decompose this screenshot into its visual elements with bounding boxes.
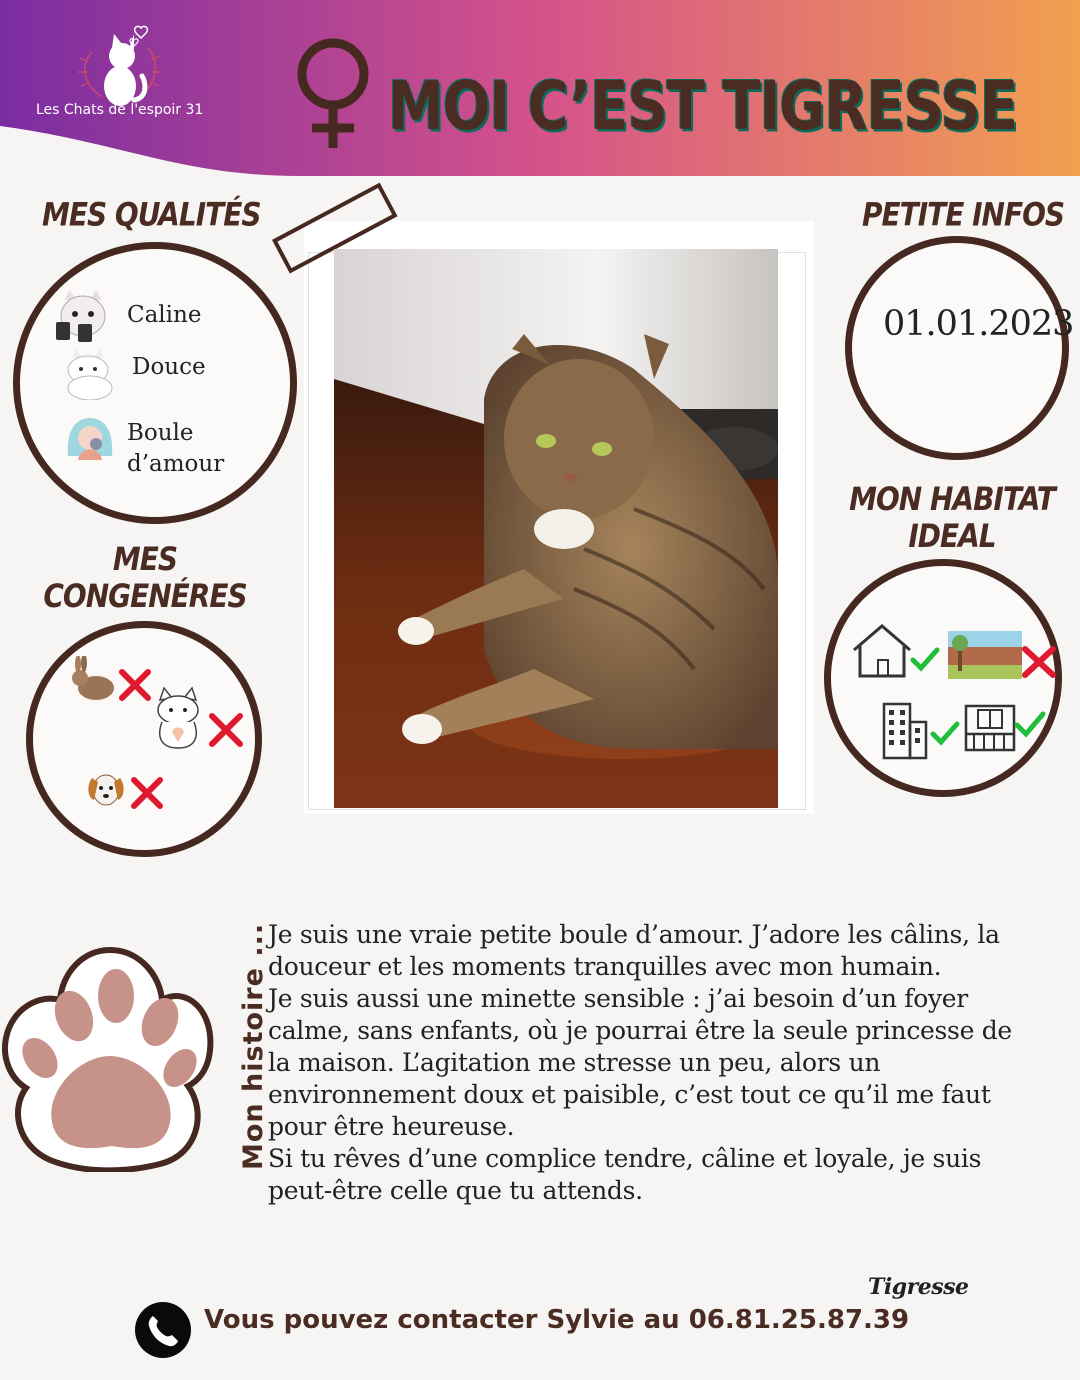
cat-hug-icon xyxy=(62,416,118,464)
female-symbol-icon xyxy=(290,36,376,152)
rabbit-icon xyxy=(66,656,116,702)
cat-with-mug-icon xyxy=(54,288,118,344)
story-paragraph-1: Je suis une vraie petite boule d’amour. J’adore les câlins, la douceur et les moments tranquilles avec mon humain. xyxy=(268,920,1000,981)
brand-logo xyxy=(30,22,210,132)
apartment-balcony-icon xyxy=(964,704,1016,752)
contact-text[interactable]: Vous pouvez contacter Sylvie au 06.81.25.87.39 xyxy=(204,1305,910,1335)
phone-icon[interactable] xyxy=(135,1302,191,1358)
apartment-building-icon xyxy=(878,700,930,760)
apartment-building-ok-check-icon xyxy=(930,720,960,746)
white-cat-logo-icon xyxy=(30,22,210,112)
quality-label-2: Douce xyxy=(132,354,206,380)
infos-circle xyxy=(845,236,1069,460)
congeneres-heading-text: MES CONGENÉRES xyxy=(43,540,247,615)
dog-incompatible-x-icon xyxy=(130,776,164,810)
habitat-heading xyxy=(832,481,1072,555)
birth-date: 01.01.2023 xyxy=(883,304,1074,344)
cat-incompatible-x-icon xyxy=(208,712,244,748)
story-text xyxy=(268,919,1028,1207)
quality-label-1: Caline xyxy=(127,302,202,328)
page-title: MOI C’EST TIGRESSE xyxy=(388,68,1018,146)
habitat-heading-line1: MON HABITAT xyxy=(849,480,1055,518)
house-ok-check-icon xyxy=(910,646,940,672)
paw-icon xyxy=(0,940,222,1172)
apartment-balcony-ok-check-icon xyxy=(1014,710,1046,738)
cat-icon xyxy=(150,686,208,752)
rabbit-incompatible-x-icon xyxy=(118,668,152,702)
habitat-heading-line2: IDEAL xyxy=(908,516,996,555)
fluffy-cat-icon xyxy=(60,348,118,400)
dog-icon xyxy=(86,768,126,814)
signature: Tigresse xyxy=(868,1274,969,1300)
house-icon xyxy=(850,622,914,680)
congeneres-heading xyxy=(40,541,250,615)
story-paragraph-2: Je suis aussi une minette sensible : j’ai besoin d’un foyer calme, sans enfants, où je pourrai être la seule princesse de la maison. L’agitation me stresse un peu, alors un environnement doux et paisible, c’est tout ce qu’il me faut pour être heureuse. xyxy=(268,984,1012,1141)
phone-handset-icon xyxy=(135,1302,191,1358)
infos-heading: PETITE INFOS xyxy=(862,195,1065,234)
garden-icon xyxy=(948,631,1022,679)
cat-photo xyxy=(334,249,778,808)
qualities-heading: MES QUALITÉS xyxy=(42,195,261,234)
qualities-circle xyxy=(13,242,297,524)
story-heading: Mon histoire ... xyxy=(238,922,269,1170)
brand-name: Les Chats de l'espoir 31 xyxy=(36,102,204,118)
story-paragraph-3: Si tu rêves d’une complice tendre, câline et loyale, je suis peut-être celle que tu attends. xyxy=(268,1144,982,1205)
garden-incompatible-x-icon xyxy=(1020,644,1058,680)
quality-label-3: Boule d’amour xyxy=(127,420,225,477)
